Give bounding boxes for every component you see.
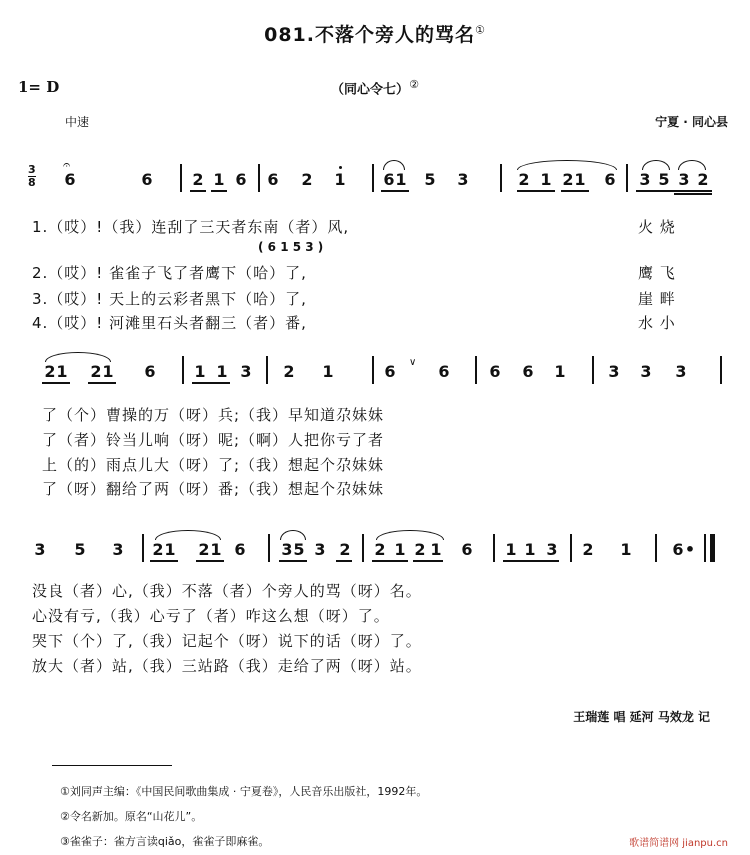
note: 3 xyxy=(546,540,558,559)
note: 2 xyxy=(582,540,594,559)
underline xyxy=(88,382,116,384)
footnote-divider xyxy=(52,765,172,766)
note: 1 xyxy=(164,540,176,559)
note: 2 xyxy=(518,170,530,189)
note: 1 xyxy=(194,362,206,381)
underline xyxy=(561,190,589,192)
barline xyxy=(500,164,502,192)
note: 2 xyxy=(283,362,295,381)
key-signature: 1= D xyxy=(18,78,60,96)
slur xyxy=(280,530,306,540)
lyric-end-1-1: 火 烧 xyxy=(638,218,676,236)
note: 6 xyxy=(64,170,76,189)
slur xyxy=(45,352,111,362)
slur xyxy=(517,160,617,170)
performer-credit: 王瑞莲 唱 延河 马效龙 记 xyxy=(573,710,710,724)
note: 2 xyxy=(374,540,386,559)
note: 1 xyxy=(213,170,225,189)
note: 2 xyxy=(192,170,204,189)
note: 6 xyxy=(383,170,395,189)
note: 6 xyxy=(144,362,156,381)
note: 3 xyxy=(314,540,326,559)
final-barline-thin xyxy=(704,534,706,562)
underline xyxy=(336,560,352,562)
note: 6 xyxy=(235,170,247,189)
notation-row-1 xyxy=(0,160,750,200)
song-origin: 宁夏 · 同心县 xyxy=(655,115,728,129)
note: 2 xyxy=(152,540,164,559)
note: 1 xyxy=(210,540,222,559)
lyric-line-1-2: 2.（哎）! 雀雀子飞了者鹰下（哈）了, xyxy=(32,264,307,282)
note: 3 xyxy=(457,170,469,189)
breath-mark: ∨ xyxy=(409,357,417,368)
barline xyxy=(570,534,572,562)
barline xyxy=(475,356,477,384)
note: 2 xyxy=(697,170,709,189)
tempo-marking: 中速 xyxy=(65,115,90,129)
underline xyxy=(190,190,206,192)
note: 6 xyxy=(234,540,246,559)
note: 1 xyxy=(56,362,68,381)
underline xyxy=(636,190,712,192)
song-subtitle: （同心令七）② xyxy=(331,78,419,98)
barline xyxy=(268,534,270,562)
note: 1 xyxy=(620,540,632,559)
lyric-line-3-2: 心没有亏,（我）心亏了（者）咋这么想（呀）了。 xyxy=(32,607,390,625)
slur xyxy=(155,530,221,540)
barline xyxy=(180,164,182,192)
lyric-end-1-3: 崖 畔 xyxy=(638,290,676,308)
note: 1 xyxy=(505,540,517,559)
note: 1 xyxy=(574,170,586,189)
lyric-end-1-2: 鹰 飞 xyxy=(638,264,676,282)
note: 1 xyxy=(322,362,334,381)
note: 6 xyxy=(672,540,684,559)
note: 1 xyxy=(430,540,442,559)
barline xyxy=(720,356,722,384)
barline xyxy=(266,356,268,384)
underline xyxy=(192,382,230,384)
lyric-line-1-3: 3.（哎）! 天上的云彩者黑下（哈）了, xyxy=(32,290,307,308)
underline xyxy=(196,560,224,562)
note: 6 xyxy=(522,362,534,381)
lyric-line-3-4: 放大（者）站,（我）三站路（我）走给了两（呀）站。 xyxy=(32,657,422,675)
note: 1 xyxy=(395,170,407,189)
note: 5 xyxy=(74,540,86,559)
note: 2 xyxy=(44,362,56,381)
note: 3 xyxy=(608,362,620,381)
note: 2 xyxy=(339,540,351,559)
slur xyxy=(383,160,405,170)
underline xyxy=(150,560,178,562)
lyric-line-2-3: 上（的）雨点儿大（呀）了;（我）想起个尕妹妹 xyxy=(42,456,385,474)
lyric-line-3-3: 哭下（个）了,（我）记起个（呀）说下的话（呀）了。 xyxy=(32,632,422,650)
underline xyxy=(42,382,70,384)
note: 2 xyxy=(301,170,313,189)
lyric-line-2-4: 了（呀）翻给了两（呀）番;（我）想起个尕妹妹 xyxy=(42,480,385,498)
barline xyxy=(493,534,495,562)
lyric-line-2-1: 了（个）曹操的万（呀）兵;（我）早知道尕妹妹 xyxy=(42,406,385,424)
note: 1 xyxy=(394,540,406,559)
note: 1 xyxy=(524,540,536,559)
note: 3 xyxy=(678,170,690,189)
lyric-end-1-4: 水 小 xyxy=(638,314,676,332)
underline xyxy=(413,560,443,562)
note: 3 xyxy=(281,540,293,559)
lyric-line-2-2: 了（者）铃当儿响（呀）呢;（啊）人把你亏了者 xyxy=(42,431,385,449)
note: 1 xyxy=(554,362,566,381)
fermata-icon: 𝄐 xyxy=(63,158,71,173)
slur xyxy=(376,530,444,540)
barline xyxy=(258,164,260,192)
variant-notes: ( 6 1 5 3 ) xyxy=(258,240,324,254)
underline xyxy=(372,560,408,562)
underline xyxy=(279,560,307,562)
barline xyxy=(592,356,594,384)
slur xyxy=(678,160,706,170)
note: 5 xyxy=(424,170,436,189)
note: 1 xyxy=(216,362,228,381)
barline xyxy=(655,534,657,562)
underline xyxy=(503,560,559,562)
note: 6 xyxy=(461,540,473,559)
notation-row-3 xyxy=(0,530,750,570)
barline xyxy=(372,356,374,384)
dotted-extension: • xyxy=(684,540,696,559)
note: 3 xyxy=(112,540,124,559)
note: 3 xyxy=(34,540,46,559)
note: 6 xyxy=(141,170,153,189)
time-signature: 3 8 xyxy=(28,163,36,189)
barline xyxy=(626,164,628,192)
note: 6 xyxy=(384,362,396,381)
high-octave-dot xyxy=(339,166,342,169)
lyric-line-1-4: 4.（哎）! 河滩里石头者翻三（者）番, xyxy=(32,314,307,332)
note: 2 xyxy=(90,362,102,381)
underline xyxy=(381,190,409,192)
slur xyxy=(642,160,670,170)
barline xyxy=(142,534,144,562)
note: 6 xyxy=(267,170,279,189)
footnote-2: ②令名新加。原名“山花儿”。 xyxy=(60,810,203,823)
note: 3 xyxy=(675,362,687,381)
final-barline-thick xyxy=(710,534,715,562)
underline xyxy=(517,190,555,192)
note: 5 xyxy=(293,540,305,559)
song-title: 081.不落个旁人的骂名① xyxy=(264,23,486,46)
note: 5 xyxy=(658,170,670,189)
note: 3 xyxy=(640,362,652,381)
note: 3 xyxy=(639,170,651,189)
note: 6 xyxy=(438,362,450,381)
underline xyxy=(211,190,227,192)
note: 3 xyxy=(240,362,252,381)
lyric-line-3-1: 没良（者）心,（我）不落（者）个旁人的骂（呀）名。 xyxy=(32,582,422,600)
lyric-line-1-1: 1.（哎）!（我）连刮了三天者东南（者）风, xyxy=(32,218,350,236)
note: 2 xyxy=(562,170,574,189)
footnote-3: ③雀雀子：雀方言读qiǎo，雀雀子即麻雀。 xyxy=(60,835,270,848)
footnote-1: ①刘同声主编：《中国民间歌曲集成 · 宁夏卷》，人民音乐出版社，1992年。 xyxy=(60,785,428,798)
note: 1 xyxy=(102,362,114,381)
underline xyxy=(674,193,712,195)
barline xyxy=(182,356,184,384)
note: 6 xyxy=(489,362,501,381)
barline xyxy=(362,534,364,562)
notation-row-2 xyxy=(0,352,750,392)
note: 1 xyxy=(334,170,346,189)
note: 2 xyxy=(198,540,210,559)
barline xyxy=(372,164,374,192)
note: 2 xyxy=(414,540,426,559)
note: 1 xyxy=(540,170,552,189)
note: 6 xyxy=(604,170,616,189)
watermark: 歌谱简谱网 jianpu.cn xyxy=(629,838,728,849)
